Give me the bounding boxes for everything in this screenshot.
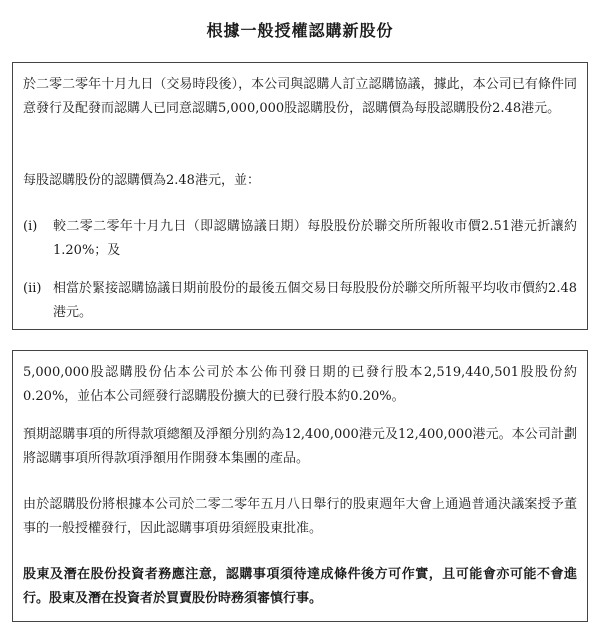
warning-paragraph: 股東及潛在股份投資者務應注意，認購事項須待達成條件後方可作實，且可能會亦可能不會進行。股東及潛在投資者於買賣股份時務須審慎行事。 bbox=[23, 567, 577, 606]
share-capital-paragraph: 5,000,000股認購股份佔本公司於本公佈刊發日期的已發行股本2,519,440,501股股份約0.20%，並佔本公司經發行認購股份擴大的已發行股本約0.20%。 bbox=[23, 365, 577, 404]
list-item-text: 較二零二零年十月九日（即認購協議日期）每股股份於聯交所所報收市價2.51港元折讓約1.20%；及 bbox=[53, 219, 577, 258]
summary-box-2 bbox=[12, 350, 588, 622]
list-item-text: 相當於緊接認購協議日期前股份的最後五個交易日每股股份於聯交所所報平均收市價約2.48港元。 bbox=[53, 281, 577, 320]
summary-box-1 bbox=[12, 62, 588, 330]
page-title: 根據一般授權認購新股份 bbox=[206, 21, 394, 40]
general-mandate-paragraph: 由於認購股份將根據本公司於二零二零年五月八日舉行的股東週年大會上通過普通決議案授予董事的一般授權發行，因此認購事項毋須經股東批准。 bbox=[23, 497, 577, 536]
proceeds-paragraph: 預期認購事項的所得款項總額及淨額分別約為12,400,000港元及12,400,000港元。本公司計劃將認購事項所得款項淨額用作開發本集團的產品。 bbox=[23, 427, 577, 466]
price-intro-paragraph: 每股認購股份的認購價為2.48港元，並： bbox=[23, 173, 260, 188]
subscription-paragraph: 於二零二零年十月九日（交易時段後），本公司與認購人訂立認購協議，據此，本公司已有條件同意發行及配發而認購人已同意認購5,000,000股認購股份，認購價為每股認購股份2.48港元。 bbox=[23, 77, 577, 116]
list-item-number: (i) bbox=[23, 219, 38, 234]
list-item-number: (ii) bbox=[23, 281, 42, 296]
